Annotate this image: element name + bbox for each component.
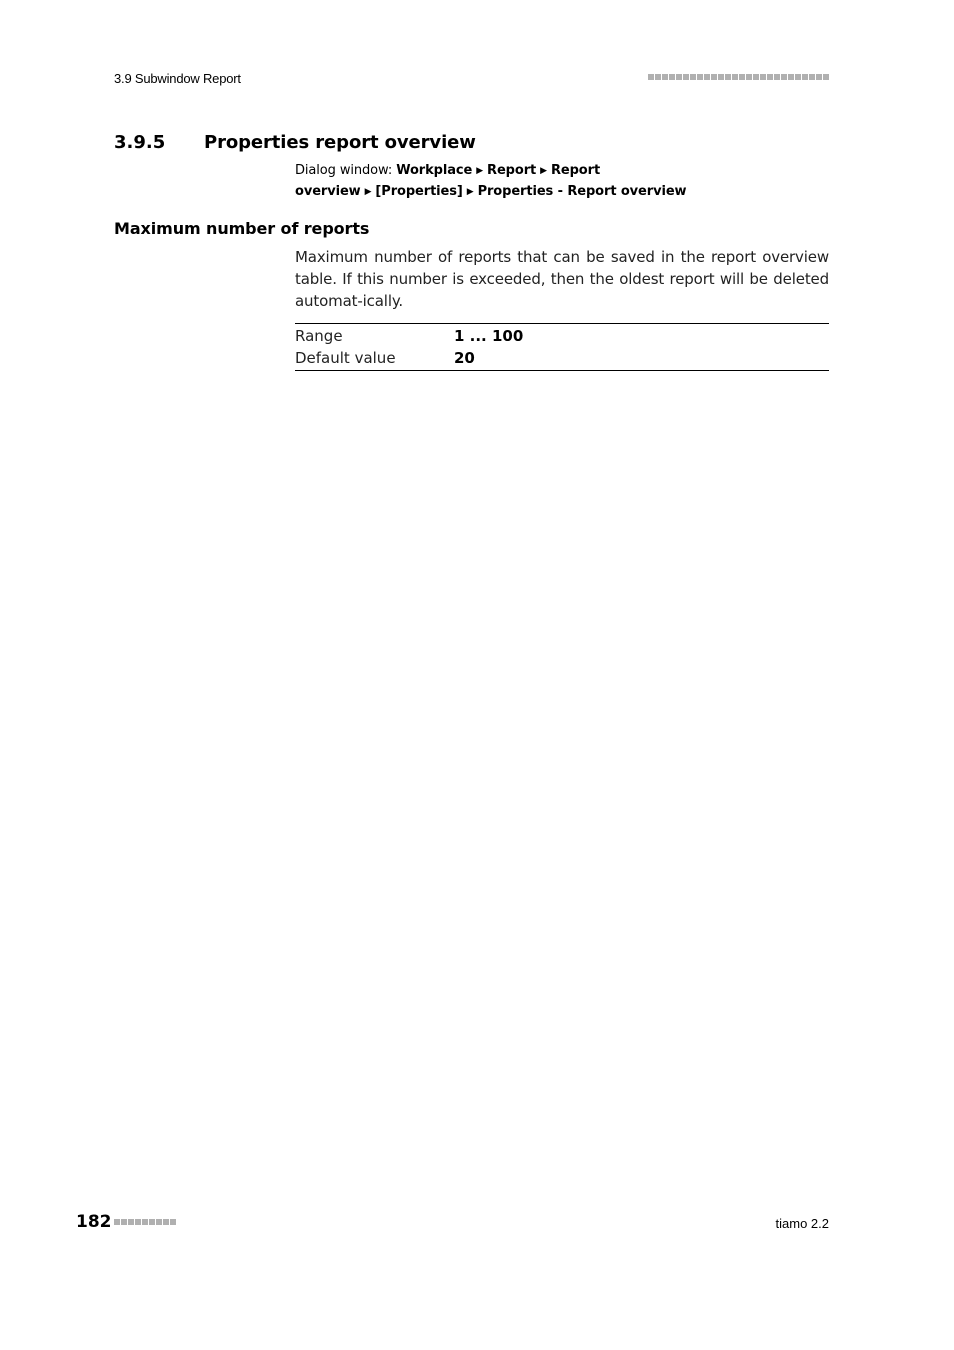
decor-square	[739, 74, 745, 80]
decor-square	[711, 74, 717, 80]
decor-square	[809, 74, 815, 80]
parameter-heading: Maximum number of reports	[114, 219, 370, 238]
decor-square	[135, 1219, 141, 1225]
decor-square	[676, 74, 682, 80]
page-number: 182	[76, 1212, 112, 1232]
range-label: Range	[295, 327, 343, 345]
dialog-path-prefix: Dialog window:	[295, 163, 393, 178]
right-triangle-icon: ▶	[364, 187, 372, 197]
decor-square	[170, 1219, 176, 1225]
decor-square	[149, 1219, 155, 1225]
decor-square	[697, 74, 703, 80]
decor-square	[128, 1219, 134, 1225]
decor-square	[121, 1219, 127, 1225]
decor-square	[690, 74, 696, 80]
footer-decoration	[114, 1219, 176, 1225]
path-step-report: Report	[487, 163, 537, 178]
decor-square	[802, 74, 808, 80]
right-triangle-icon: ▶	[466, 187, 474, 197]
table-row	[295, 325, 829, 347]
decor-square	[767, 74, 773, 80]
product-name: tiamo 2.2	[775, 1216, 829, 1231]
right-triangle-icon: ▶	[540, 166, 547, 176]
parameter-table	[295, 323, 829, 371]
decor-square	[823, 74, 829, 80]
section-number: 3.9.5	[114, 132, 166, 153]
decor-square	[795, 74, 801, 80]
section-title: Properties report overview	[204, 132, 476, 153]
decor-square	[163, 1219, 169, 1225]
dialog-path	[295, 161, 829, 203]
decor-square	[655, 74, 661, 80]
path-step-properties-dialog: Properties - Report overview	[477, 184, 687, 199]
running-header: 3.9 Subwindow Report	[114, 71, 241, 86]
decor-square	[669, 74, 675, 80]
decor-square	[114, 1219, 120, 1225]
path-step-report-overview: Report overview	[295, 163, 601, 199]
default-value-label: Default value	[295, 349, 396, 367]
decor-square	[725, 74, 731, 80]
decor-square	[142, 1219, 148, 1225]
decor-square	[774, 74, 780, 80]
decor-square	[718, 74, 724, 80]
decor-square	[816, 74, 822, 80]
decor-square	[648, 74, 654, 80]
range-value: 1 ... 100	[454, 327, 524, 345]
path-step-workplace: Workplace	[396, 163, 473, 178]
decor-square	[760, 74, 766, 80]
decor-square	[732, 74, 738, 80]
decor-square	[781, 74, 787, 80]
decor-square	[746, 74, 752, 80]
decor-square	[704, 74, 710, 80]
decor-square	[753, 74, 759, 80]
parameter-description: Maximum number of reports that can be saved in the report overview table. If this number is exceeded, then the oldest report will be deleted automat-ically.	[295, 248, 829, 310]
decor-square	[683, 74, 689, 80]
default-value-value: 20	[454, 349, 475, 367]
decor-square	[156, 1219, 162, 1225]
decor-square	[788, 74, 794, 80]
header-decoration	[648, 74, 829, 80]
table-row	[295, 347, 829, 369]
path-step-properties-button: [Properties]	[375, 184, 463, 199]
right-triangle-icon: ▶	[476, 166, 484, 176]
decor-square	[662, 74, 668, 80]
